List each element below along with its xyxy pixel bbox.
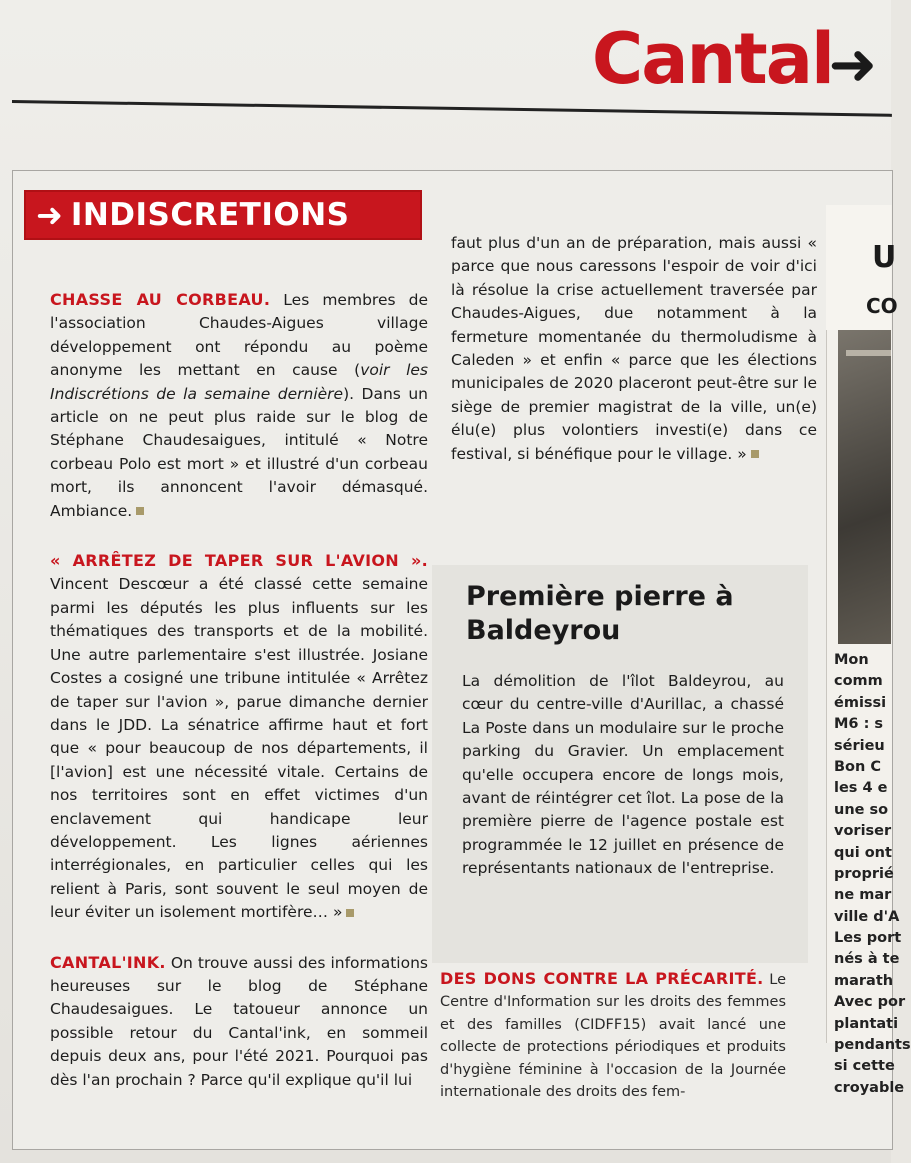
adjacent-article-text (834, 650, 911, 1099)
adjacent-text-line: Les port (834, 930, 902, 947)
section-title: Cantal (591, 18, 833, 100)
end-mark-icon (751, 450, 759, 458)
adjacent-text-line: si cette (834, 1058, 895, 1075)
box-body: La démolition de l'îlot Baldeyrou, au cœur du centre-ville d'Aurillac, a chassé La Poste dans un modulaire sur le proche parking du Gravier. Un emplacement qu'elle occupera encore de longs mois, avant de réintégrer cet îlot. La pose de la première pierre de l'agence postale est programmée le 12 juillet en présence de représentants nationaux de l'entreprise. (462, 672, 784, 878)
adjacent-text-line: pendants (834, 1037, 911, 1054)
article-cantalink (50, 951, 428, 1092)
adjacent-text-line: marath (834, 972, 894, 989)
photo-detail (846, 350, 891, 356)
arrow-right-icon: ➜ (828, 30, 877, 98)
right-column (451, 232, 817, 466)
article-avion (50, 549, 428, 925)
adjacent-text-line: nés à te (834, 951, 900, 968)
article-lead: CANTAL'INK. (50, 952, 166, 972)
adjacent-text-line: Mon (834, 652, 869, 668)
article-lead: DES DONS CONTRE LA PRÉCARITÉ. (440, 969, 764, 988)
article-lead: CHASSE AU CORBEAU. (50, 290, 271, 309)
adjacent-text-line: ne mar (834, 887, 892, 904)
article-italic: voir les Indiscrétions de la semaine dernière (50, 361, 428, 403)
article-continuation (451, 232, 817, 466)
adjacent-photo (838, 330, 891, 644)
article-text: faut plus d'un an de préparation, mais aussi « parce que nous caressons l'espoir de voir d'ici là résolue la crise actuellement traversée par Chaudes-Aigues, due notamment à la fermeture momentanée du thermoludisme à Caleden » et enfin « parce que les élections municipales de 2020 placeront peut-être sur le siège de premier magistrat de la ville, un(e) élu(e) plus volontiers investi(e) dans ce festival, si bénéfique pour le village. » (451, 234, 817, 463)
article-text: Les membres de l'association Chaudes-Aigues village développement ont répondu au poème anonyme les mettant en cause ( (50, 291, 428, 380)
box-headline: Première pierre à Baldeyrou (466, 581, 734, 646)
article-text: On trouve aussi des informations heureuses sur le blog de Stéphane Chaudesaigues. Le tatoueur annonce un possible retour du Cantal'ink, en sommeil depuis deux ans, pour l'été 2021. Pourquoi pas dès l'an prochain ? Parce qu'il explique qu'il lui (50, 953, 428, 1089)
adjacent-text-line: Bon C (834, 758, 882, 775)
article-dons (440, 968, 786, 1103)
adjacent-text-line: ville d'A (834, 908, 900, 925)
end-mark-icon (136, 507, 144, 515)
adjacent-text-line: Avec por (834, 994, 906, 1011)
article-corbeau (50, 288, 428, 523)
adjacent-headline: U (872, 240, 897, 275)
adjacent-text-line: qui ont (834, 844, 892, 861)
article-lead: « ARRÊTEZ DE TAPER SUR L'AVION ». (50, 551, 428, 571)
adjacent-headline: CO (866, 294, 898, 318)
left-column (50, 288, 428, 1092)
adjacent-text-line: les 4 e (834, 780, 888, 797)
adjacent-text-line: voriser (834, 823, 892, 840)
adjacent-text-line: proprié (834, 865, 894, 882)
adjacent-text-line: M6 : s (834, 716, 884, 733)
article-text: Le Centre d'Information sur les droits des femmes et des familles (CIDFF15) avait lancé une collecte de protections périodiques et produits d'hygiène féminine à l'occasion de la Journée internationale des droits des fem- (440, 972, 786, 1101)
kicker-label: INDISCRETIONS (70, 197, 350, 233)
end-mark-icon (346, 909, 354, 917)
header-rule (12, 100, 892, 117)
adjacent-text-line: comm (834, 673, 883, 690)
article-text: ). Dans un article on ne peut plus raide sur le blog de Stéphane Chaudesaigues, intitulé « Notre corbeau Polo est mort » et illustré d'un corbeau mort, ils annoncent l'avoir démasqué. Ambiance. (50, 384, 428, 520)
kicker-banner (24, 190, 422, 240)
adjacent-text-line: émissi (834, 694, 887, 711)
adjacent-text-line: une so (834, 801, 889, 818)
article-text: Vincent Descœur a été classé cette semaine parmi les députés les plus influents sur les thématiques des transports et de la mobilité. Une autre parlementaire s'est illustrée. Josiane Costes a cosigné une tribune intitulée « Arrêtez de taper sur l'avion », parue dimanche dernier dans le JDD. La sénatrice affirme haut et fort que « pour beaucoup de nos départements, il [l'avion] est une nécessité vitale. Certains de nos territoires sont en effet victimes d'un enclavement qui handicape leur développement. Les lignes aériennes interrégionales, en particulier celles qui les relient à Paris, sont souvent le seul moyen de leur éviter un isolement mortifère… » (50, 575, 428, 922)
adjacent-text-line: sérieu (834, 737, 885, 754)
adjacent-text-line: croyable (834, 1079, 905, 1096)
arrow-right-icon: ➜ (36, 196, 63, 234)
adjacent-text-line: plantati (834, 1015, 899, 1032)
bottom-right-column (440, 968, 786, 1103)
